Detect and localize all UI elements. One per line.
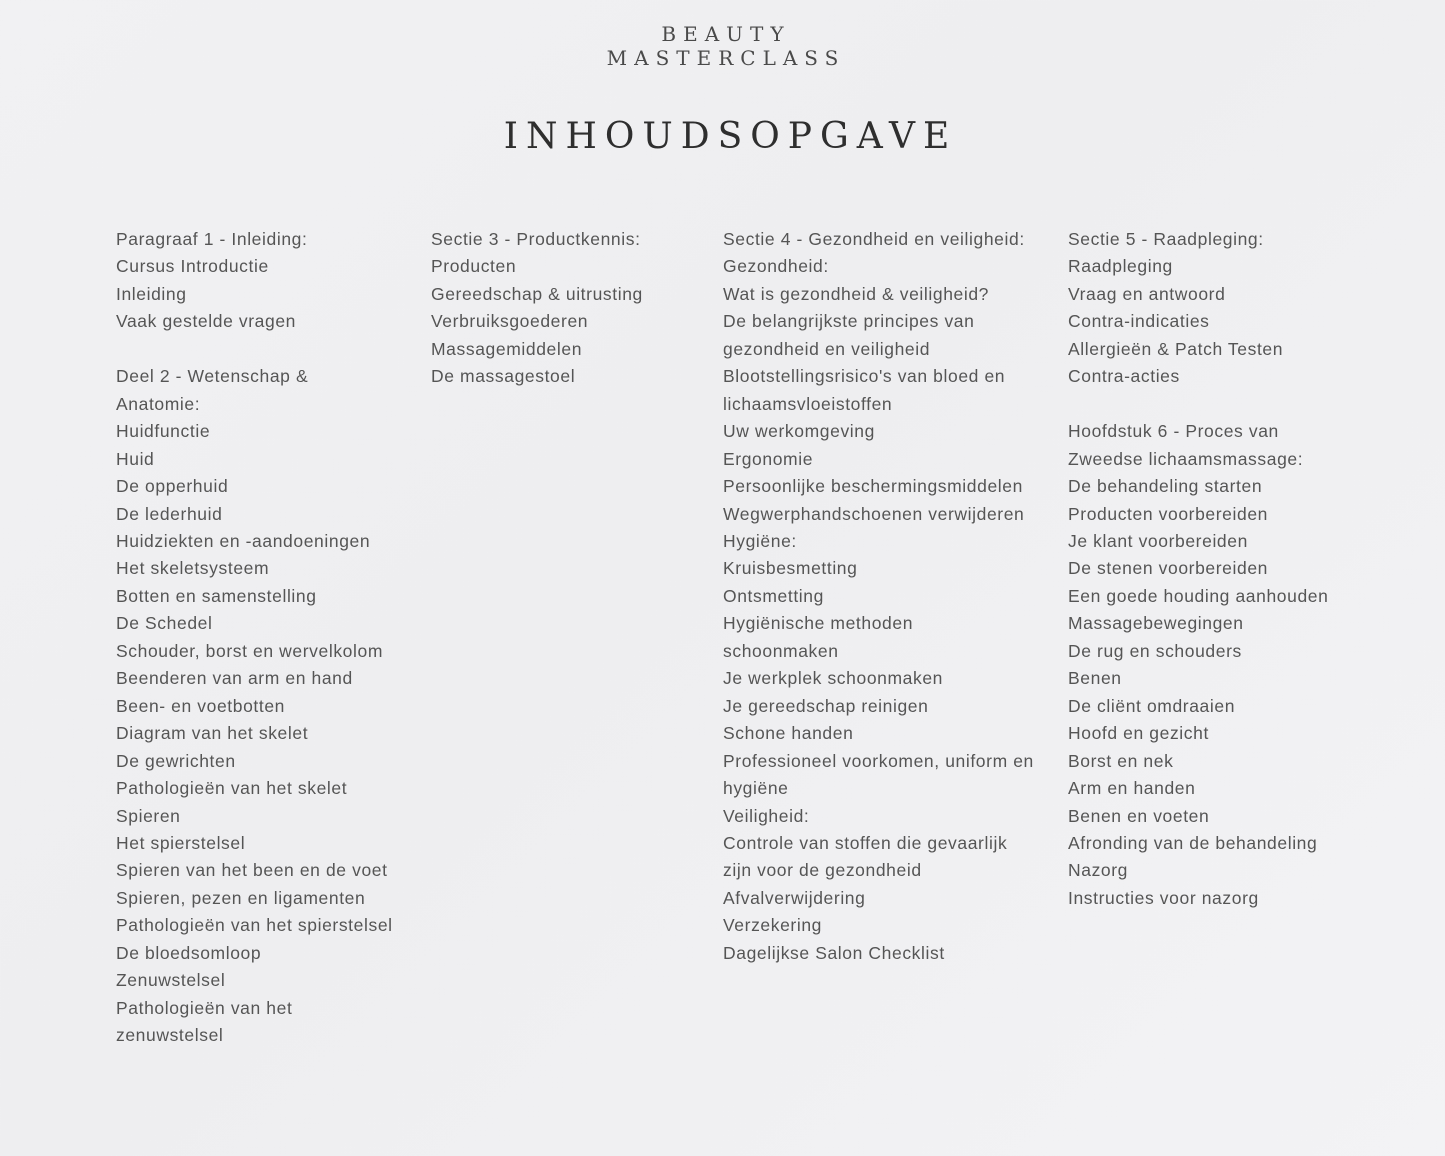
toc-section bbox=[723, 226, 1043, 967]
toc-entry: Verbruiksgoederen bbox=[431, 311, 589, 332]
toc-entry: Vraag en antwoord bbox=[1068, 283, 1226, 304]
toc-entry: Benen en voeten bbox=[1068, 805, 1210, 826]
toc-entry: Massagebewegingen bbox=[1068, 613, 1244, 634]
toc-entry: Pathologieën van het skelet bbox=[116, 778, 348, 799]
toc-entry: Verzekering bbox=[723, 915, 823, 936]
toc-entry: Spieren, pezen en ligamenten bbox=[116, 887, 366, 908]
toc-entry: Pathologieën van het spierstelsel bbox=[116, 915, 393, 936]
toc-section-heading: Hoofdstuk 6 - Proces van bbox=[1068, 421, 1279, 442]
toc-entry: gezondheid en veiligheid bbox=[723, 338, 931, 359]
toc-entry: Contra-indicaties bbox=[1068, 311, 1210, 332]
toc-entry: De stenen voorbereiden bbox=[1068, 558, 1268, 579]
toc-entry: Je gereedschap reinigen bbox=[723, 695, 929, 716]
brand-line-masterclass: MASTERCLASS bbox=[606, 46, 846, 70]
toc-entry: Spieren bbox=[116, 805, 181, 826]
toc-entry: Contra-acties bbox=[1068, 366, 1180, 387]
toc-entry: De cliënt omdraaien bbox=[1068, 695, 1236, 716]
toc-entry: Dagelijkse Salon Checklist bbox=[723, 942, 945, 963]
toc-entry: Been- en voetbotten bbox=[116, 695, 286, 716]
toc-column-2 bbox=[431, 226, 701, 391]
toc-column-1 bbox=[116, 226, 406, 1050]
toc-entry: Vaak gestelde vragen bbox=[116, 311, 296, 332]
toc-entry: Botten en samenstelling bbox=[116, 585, 317, 606]
toc-entry: Hygiënische methoden bbox=[723, 613, 914, 634]
toc-entry: Diagram van het skelet bbox=[116, 723, 309, 744]
toc-entry: Massagemiddelen bbox=[431, 338, 583, 359]
toc-entry: De behandeling starten bbox=[1068, 476, 1263, 497]
toc-section-heading: Sectie 4 - Gezondheid en veiligheid: bbox=[723, 229, 1025, 249]
toc-entry: Het spierstelsel bbox=[116, 832, 246, 853]
toc-entry: Ergonomie bbox=[723, 448, 814, 469]
toc-entry: Allergieën & Patch Testen bbox=[1068, 338, 1284, 359]
toc-entry: Producten voorbereiden bbox=[1068, 503, 1268, 524]
toc-entry: Blootstellingsrisico's van bloed en bbox=[723, 366, 1006, 387]
toc-entry: Inleiding bbox=[116, 283, 187, 304]
toc-entry: Kruisbesmetting bbox=[723, 558, 858, 579]
toc-section bbox=[116, 363, 406, 1049]
toc-entry: hygiëne bbox=[723, 778, 789, 799]
toc-entry: lichaamsvloeistoffen bbox=[723, 393, 893, 414]
page-title: INHOUDSOPGAVE bbox=[503, 116, 958, 157]
toc-entry: zijn voor de gezondheid bbox=[723, 860, 922, 881]
toc-entry: Wegwerphandschoenen verwijderen bbox=[723, 503, 1025, 524]
toc-entry: Raadpleging bbox=[1068, 256, 1173, 277]
toc-section bbox=[1068, 418, 1398, 912]
toc-entry: Schone handen bbox=[723, 723, 854, 744]
brand-line-beauty: BEAUTY bbox=[661, 22, 791, 46]
toc-entry: De gewrichten bbox=[116, 750, 236, 771]
toc-entry: De opperhuid bbox=[116, 476, 229, 497]
toc-entry: Benen bbox=[1068, 668, 1122, 689]
toc-entry: Pathologieën van het bbox=[116, 997, 293, 1018]
toc-entry: Spieren van het been en de voet bbox=[116, 860, 388, 881]
toc-entry: Instructies voor nazorg bbox=[1068, 887, 1259, 908]
toc-entry: Anatomie: bbox=[116, 393, 201, 414]
toc-entry: Hoofd en gezicht bbox=[1068, 723, 1209, 744]
toc-entry: Cursus Introductie bbox=[116, 256, 269, 277]
toc-entry: Borst en nek bbox=[1068, 750, 1174, 771]
toc-entry: Gezondheid: bbox=[723, 256, 829, 277]
toc-entry: Schouder, borst en wervelkolom bbox=[116, 640, 384, 661]
toc-entry: Zenuwstelsel bbox=[116, 970, 226, 991]
toc-section bbox=[116, 226, 406, 336]
toc-entry: Je werkplek schoonmaken bbox=[723, 668, 944, 689]
toc-entry: Wat is gezondheid & veiligheid? bbox=[723, 283, 990, 304]
toc-section-heading: Sectie 3 - Productkennis: bbox=[431, 229, 641, 249]
toc-entry: Beenderen van arm en hand bbox=[116, 668, 353, 689]
toc-entry: Huid bbox=[116, 448, 155, 469]
toc-section-heading: Paragraaf 1 - Inleiding: bbox=[116, 229, 308, 249]
toc-entry: De lederhuid bbox=[116, 503, 223, 524]
toc-section bbox=[431, 226, 701, 391]
toc-entry: De Schedel bbox=[116, 613, 213, 634]
toc-entry: Afvalverwijdering bbox=[723, 887, 866, 908]
toc-entry: Huidziekten en -aandoeningen bbox=[116, 530, 371, 551]
toc-entry: Afronding van de behandeling bbox=[1068, 832, 1318, 853]
toc-entry: Huidfunctie bbox=[116, 421, 211, 442]
toc-section-heading: Sectie 5 - Raadpleging: bbox=[1068, 229, 1264, 249]
toc-entry: Ontsmetting bbox=[723, 585, 824, 606]
toc-section-heading: Deel 2 - Wetenschap & bbox=[116, 366, 309, 387]
toc-entry: schoonmaken bbox=[723, 640, 839, 661]
toc-entry: Uw werkomgeving bbox=[723, 421, 875, 442]
toc-entry: Controle van stoffen die gevaarlijk bbox=[723, 832, 1008, 853]
toc-entry: Zweedse lichaamsmassage: bbox=[1068, 448, 1304, 469]
toc-section bbox=[1068, 226, 1398, 391]
toc-entry: De massagestoel bbox=[431, 366, 576, 387]
toc-entry: Je klant voorbereiden bbox=[1068, 530, 1248, 551]
toc-entry: De belangrijkste principes van bbox=[723, 311, 975, 332]
toc-entry: Nazorg bbox=[1068, 860, 1129, 881]
toc-entry: Persoonlijke beschermingsmiddelen bbox=[723, 476, 1023, 497]
brand-logo bbox=[0, 22, 1445, 70]
toc-entry: Arm en handen bbox=[1068, 778, 1196, 799]
toc-entry: zenuwstelsel bbox=[116, 1025, 224, 1046]
toc-entry: Gereedschap & uitrusting bbox=[431, 283, 643, 304]
toc-entry: Hygiëne: bbox=[723, 530, 797, 551]
toc-entry: Het skeletsysteem bbox=[116, 558, 270, 579]
toc-entry: Producten bbox=[431, 256, 517, 277]
toc-column-4 bbox=[1068, 226, 1398, 912]
toc-column-3 bbox=[723, 226, 1043, 967]
toc-entry: De bloedsomloop bbox=[116, 942, 262, 963]
toc-entry: Een goede houding aanhouden bbox=[1068, 585, 1329, 606]
toc-entry: De rug en schouders bbox=[1068, 640, 1242, 661]
toc-entry: Professioneel voorkomen, uniform en bbox=[723, 750, 1034, 771]
toc-entry: Veiligheid: bbox=[723, 805, 810, 826]
